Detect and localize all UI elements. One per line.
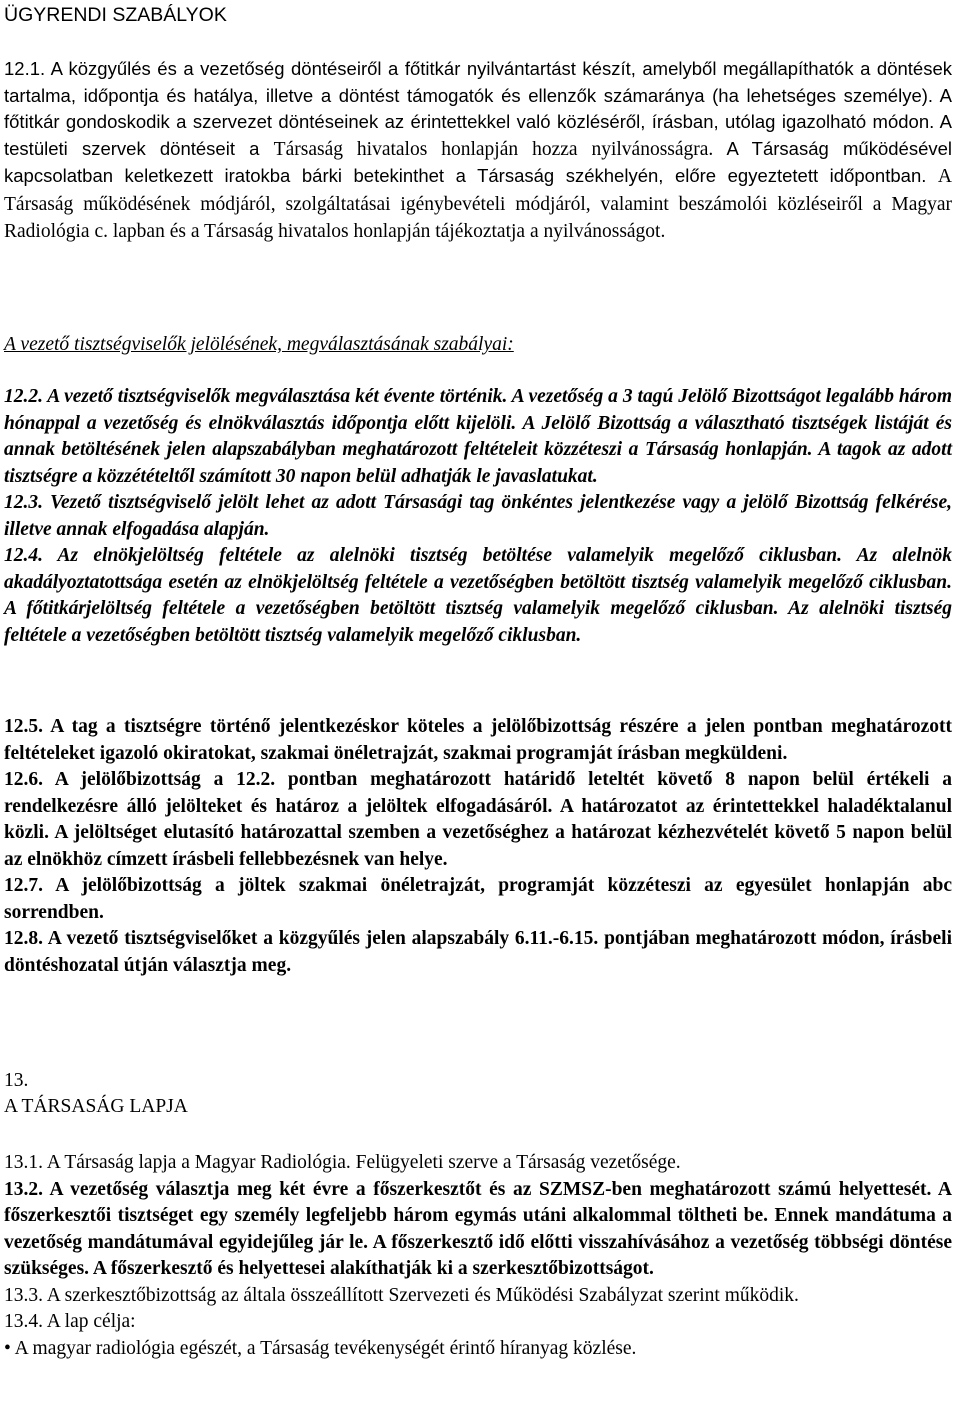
- paragraph-13-1: 13.1. A Társaság lapja a Magyar Radiológia. Felügyeleti szerve a Társaság vezetősége.: [4, 1152, 681, 1173]
- paragraph-12-1-bodies: A testületi szervek döntéseit a: [4, 111, 952, 159]
- bullet-item: [4, 1336, 952, 1363]
- section-13-number: 13.: [4, 1070, 29, 1091]
- paragraph-12-7: 12.7. A jelölőbizottság a jöltek szakmai önéletrajzát, programját közzéteszi az egyesület honlapján abc sorrendben.: [4, 875, 952, 923]
- bullet-item-text: A magyar radiológia egészét, a Társaság tevékenységét érintő híranyag közlése.: [14, 1337, 637, 1359]
- section-13-body: [4, 1150, 952, 1362]
- paragraph-12-1-lead: 12.1. A közgyűlés és a vezetőség döntéseiről a főtitkár nyilvántartást készít, amelyből megállapíthatók a döntések tartalma, időpontja és hatálya, illetve a döntést támogatók és ellenzők számaránya (ha lehetséges személye).: [4, 58, 952, 106]
- paragraph-13-4: 13.4. A lap célja:: [4, 1311, 136, 1332]
- paragraph-12-3: 12.3. Vezető tisztségviselő jelölt lehet az adott Társasági tag önkéntes jelentkezése vagy a jelölő Bizottság felkérése, illetve annak elfogadása alapján.: [4, 492, 952, 540]
- election-heading: [4, 332, 514, 359]
- paragraph-12-1-publicity: A Társaság működésének módjáról, szolgáltatásai igénybevételi módjáról, valamint beszámolói közléseiről a Magyar Radiológia c. lapban és a Társaság hivatalos honlapján tájékoztatja a nyilvánosságot.: [4, 166, 953, 242]
- paragraph-12-6: 12.6. A jelölőbizottság a 12.2. pontban meghatározott határidő leteltét követő 8 napon belül értékeli a rendelkezésre álló jelölteket és határoz a jelöltek elfogadásáról. A határozatot az érintettekkel haladéktalanul közli. A jelöltséget elutasító határozattal szemben a vezetőséghez a határozat kézhezvételét követő 5 napon belül az elnökhöz címzett írásbeli fellebbezésnek van helye.: [4, 769, 952, 870]
- page-title: ÜGYRENDI SZABÁLYOK: [4, 4, 227, 26]
- election-rules: [4, 384, 952, 649]
- candidate-rules: [4, 714, 952, 979]
- election-heading-text: A vezető tisztségviselők jelölésének, megválasztásának szabályai:: [4, 334, 514, 355]
- paragraph-12-8: 12.8. A vezető tisztségviselőket a közgyűlés jelen alapszabály 6.11.-6.15. pontjában meghatározott módon, írásbeli döntéshozatal útján választja meg.: [4, 928, 952, 976]
- bullet-icon: •: [4, 1337, 11, 1359]
- paragraph-12-5: 12.5. A tag a tisztségre történő jelentkezéskor köteles a jelölőbizottság részére a jelen pontban meghatározott feltételeket igazoló okiratokat, szakmai önéletrajzát, szakmai programját írásban megküldeni.: [4, 716, 952, 764]
- paragraph-12-4: 12.4. Az elnökjelöltség feltétele az alelnöki tisztség betöltése valamelyik megelőző ciklusban. Az alelnök akadályoztatottsága esetén az elnökjelöltség feltétele a vezetőségben betöltött tisztség valamelyik megelőző ciklusban. A főtitkárjelöltség feltétele a vezetőségben betöltött tisztség valamelyik megelőző ciklusban. Az alelnöki tisztség feltétele a vezetőségben betöltött tisztség valamelyik megelőző ciklusban.: [4, 545, 952, 646]
- paragraph-12-1-website: Társaság hivatalos honlapján hozza nyilvánosságra.: [273, 138, 714, 160]
- paragraph-13-2: 13.2. A vezetőség választja meg két évre a főszerkesztőt és az SZMSZ-ben meghatározott számú helyettesét. A főszerkesztői tisztséget egy személy legfeljebb három egymás utáni alkalommal töltheti be. Ennek mandátuma a vezetőség mandátumával egyidejűleg jár le. A főszerkesztő idő előtti visszahívásához a vezetőség többségi döntése szükséges. A főszerkesztő és helyettesei alakíthatják ki a szerkesztőbizottságot.: [4, 1178, 952, 1279]
- paragraph-12-2: 12.2. A vezető tisztségviselők megválasztása két évente történik. A vezetőség a 3 tagú Jelölő Bizottságot legalább három hónappal a vezetőség és elnökválasztás időpontja előtt kijelöli. A Jelölő Bizottság a választható tisztségek listáját és annak betöltésének jelen alapszabályban meghatározott feltételeit közzéteszi a Társaság honlapján. A tagok az adott tisztségre a közzétételtől számított 30 napon belül adhatják le javaslatukat.: [4, 386, 952, 487]
- paragraph-12-1-secretary: A főtitkár gondoskodik a szervezet döntéseinek az érintettekkel való közléséről, írásban, utólag igazolható módon.: [4, 84, 952, 132]
- paragraph-12-1-documents: A Társaság működésével kapcsolatban keletkezett iratokba bárki betekinthet a Társaság székhelyén, előre egyeztetett időpontban.: [4, 137, 953, 186]
- paragraph-12-1: [4, 56, 952, 246]
- section-13-title: A TÁRSASÁG LAPJA: [4, 1096, 188, 1117]
- paragraph-13-3: 13.3. A szerkesztőbizottság az általa összeállított Szervezeti és Működési Szabályzat szerint működik.: [4, 1284, 799, 1306]
